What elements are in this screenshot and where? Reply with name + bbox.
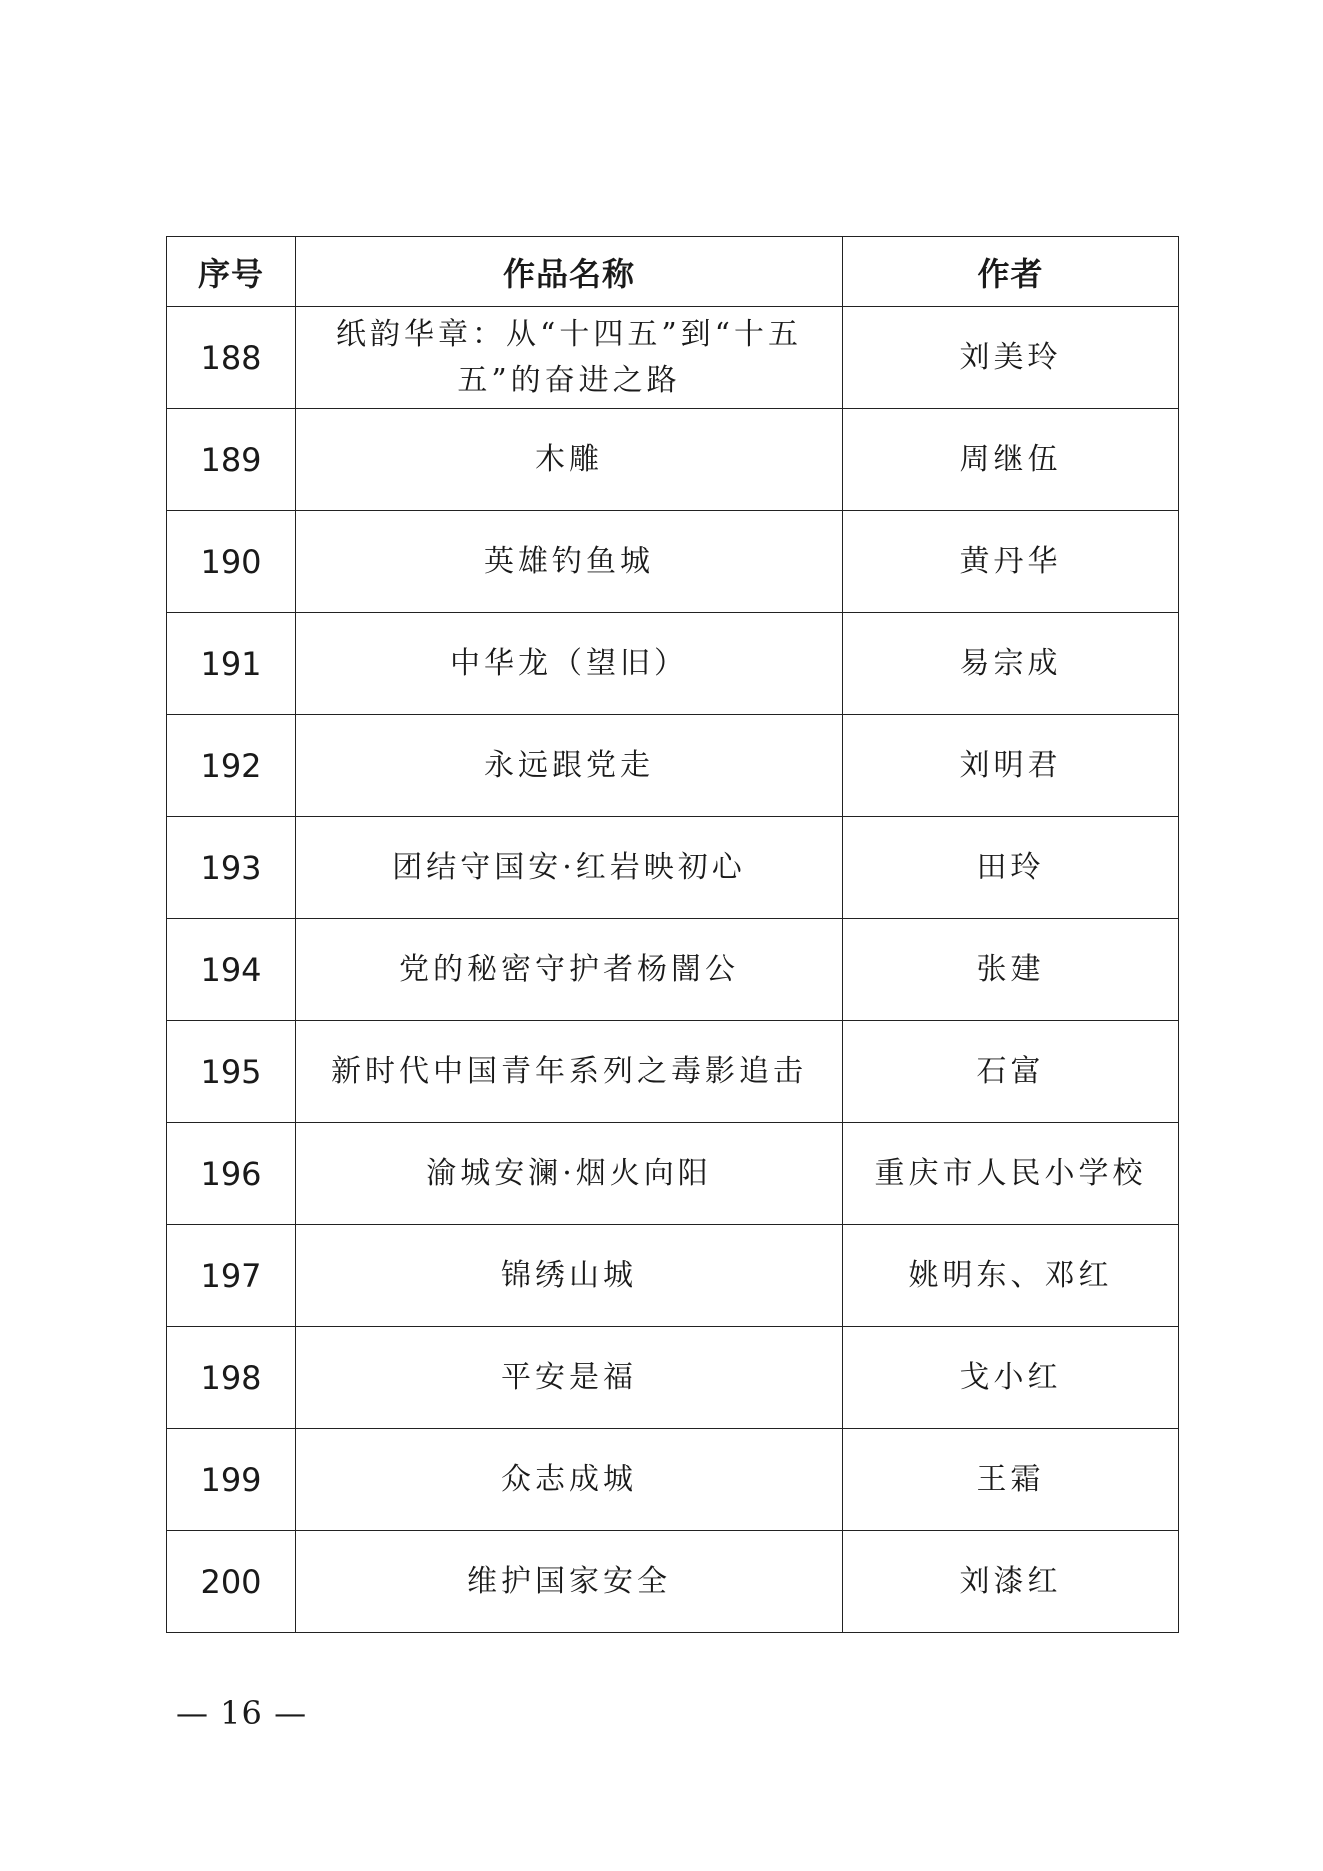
row-author: 田玲 bbox=[843, 817, 1179, 919]
header-title: 作品名称 bbox=[296, 237, 843, 307]
row-author: 姚明东、邓红 bbox=[843, 1225, 1179, 1327]
row-title: 新时代中国青年系列之毒影追击 bbox=[296, 1021, 843, 1123]
row-number: 188 bbox=[167, 307, 296, 409]
works-table bbox=[166, 236, 1179, 1633]
table-row bbox=[167, 613, 1179, 715]
row-number: 196 bbox=[167, 1123, 296, 1225]
row-number: 189 bbox=[167, 409, 296, 511]
table-header-row bbox=[167, 237, 1179, 307]
table-row bbox=[167, 817, 1179, 919]
row-title: 众志成城 bbox=[296, 1429, 843, 1531]
table-row bbox=[167, 1123, 1179, 1225]
header-author: 作者 bbox=[843, 237, 1179, 307]
row-number: 190 bbox=[167, 511, 296, 613]
row-author: 刘美玲 bbox=[843, 307, 1179, 409]
row-author: 重庆市人民小学校 bbox=[843, 1123, 1179, 1225]
row-title: 中华龙（望旧） bbox=[296, 613, 843, 715]
row-title: 木雕 bbox=[296, 409, 843, 511]
table-row bbox=[167, 919, 1179, 1021]
row-author: 周继伍 bbox=[843, 409, 1179, 511]
row-author: 刘漆红 bbox=[843, 1531, 1179, 1633]
row-author: 石富 bbox=[843, 1021, 1179, 1123]
row-number: 199 bbox=[167, 1429, 296, 1531]
row-number: 195 bbox=[167, 1021, 296, 1123]
table-row bbox=[167, 1327, 1179, 1429]
row-number: 192 bbox=[167, 715, 296, 817]
row-title: 纸韵华章：从“十四五”到“十五五”的奋进之路 bbox=[296, 307, 843, 409]
row-number: 194 bbox=[167, 919, 296, 1021]
table-row bbox=[167, 409, 1179, 511]
row-title: 渝城安澜·烟火向阳 bbox=[296, 1123, 843, 1225]
table-row bbox=[167, 1531, 1179, 1633]
row-title: 团结守国安·红岩映初心 bbox=[296, 817, 843, 919]
row-title: 英雄钓鱼城 bbox=[296, 511, 843, 613]
row-author: 易宗成 bbox=[843, 613, 1179, 715]
row-number: 200 bbox=[167, 1531, 296, 1633]
page-number: — 16 — bbox=[176, 1694, 308, 1732]
row-author: 王霜 bbox=[843, 1429, 1179, 1531]
row-author: 黄丹华 bbox=[843, 511, 1179, 613]
table-row bbox=[167, 1225, 1179, 1327]
row-author: 张建 bbox=[843, 919, 1179, 1021]
row-title: 平安是福 bbox=[296, 1327, 843, 1429]
row-author: 戈小红 bbox=[843, 1327, 1179, 1429]
row-title: 锦绣山城 bbox=[296, 1225, 843, 1327]
table-row bbox=[167, 715, 1179, 817]
header-number: 序号 bbox=[167, 237, 296, 307]
table-row bbox=[167, 511, 1179, 613]
table-row bbox=[167, 1021, 1179, 1123]
table-row bbox=[167, 1429, 1179, 1531]
row-number: 191 bbox=[167, 613, 296, 715]
row-number: 197 bbox=[167, 1225, 296, 1327]
row-number: 198 bbox=[167, 1327, 296, 1429]
table-row bbox=[167, 307, 1179, 409]
row-number: 193 bbox=[167, 817, 296, 919]
row-title: 永远跟党走 bbox=[296, 715, 843, 817]
row-author: 刘明君 bbox=[843, 715, 1179, 817]
row-title: 党的秘密守护者杨闇公 bbox=[296, 919, 843, 1021]
row-title: 维护国家安全 bbox=[296, 1531, 843, 1633]
